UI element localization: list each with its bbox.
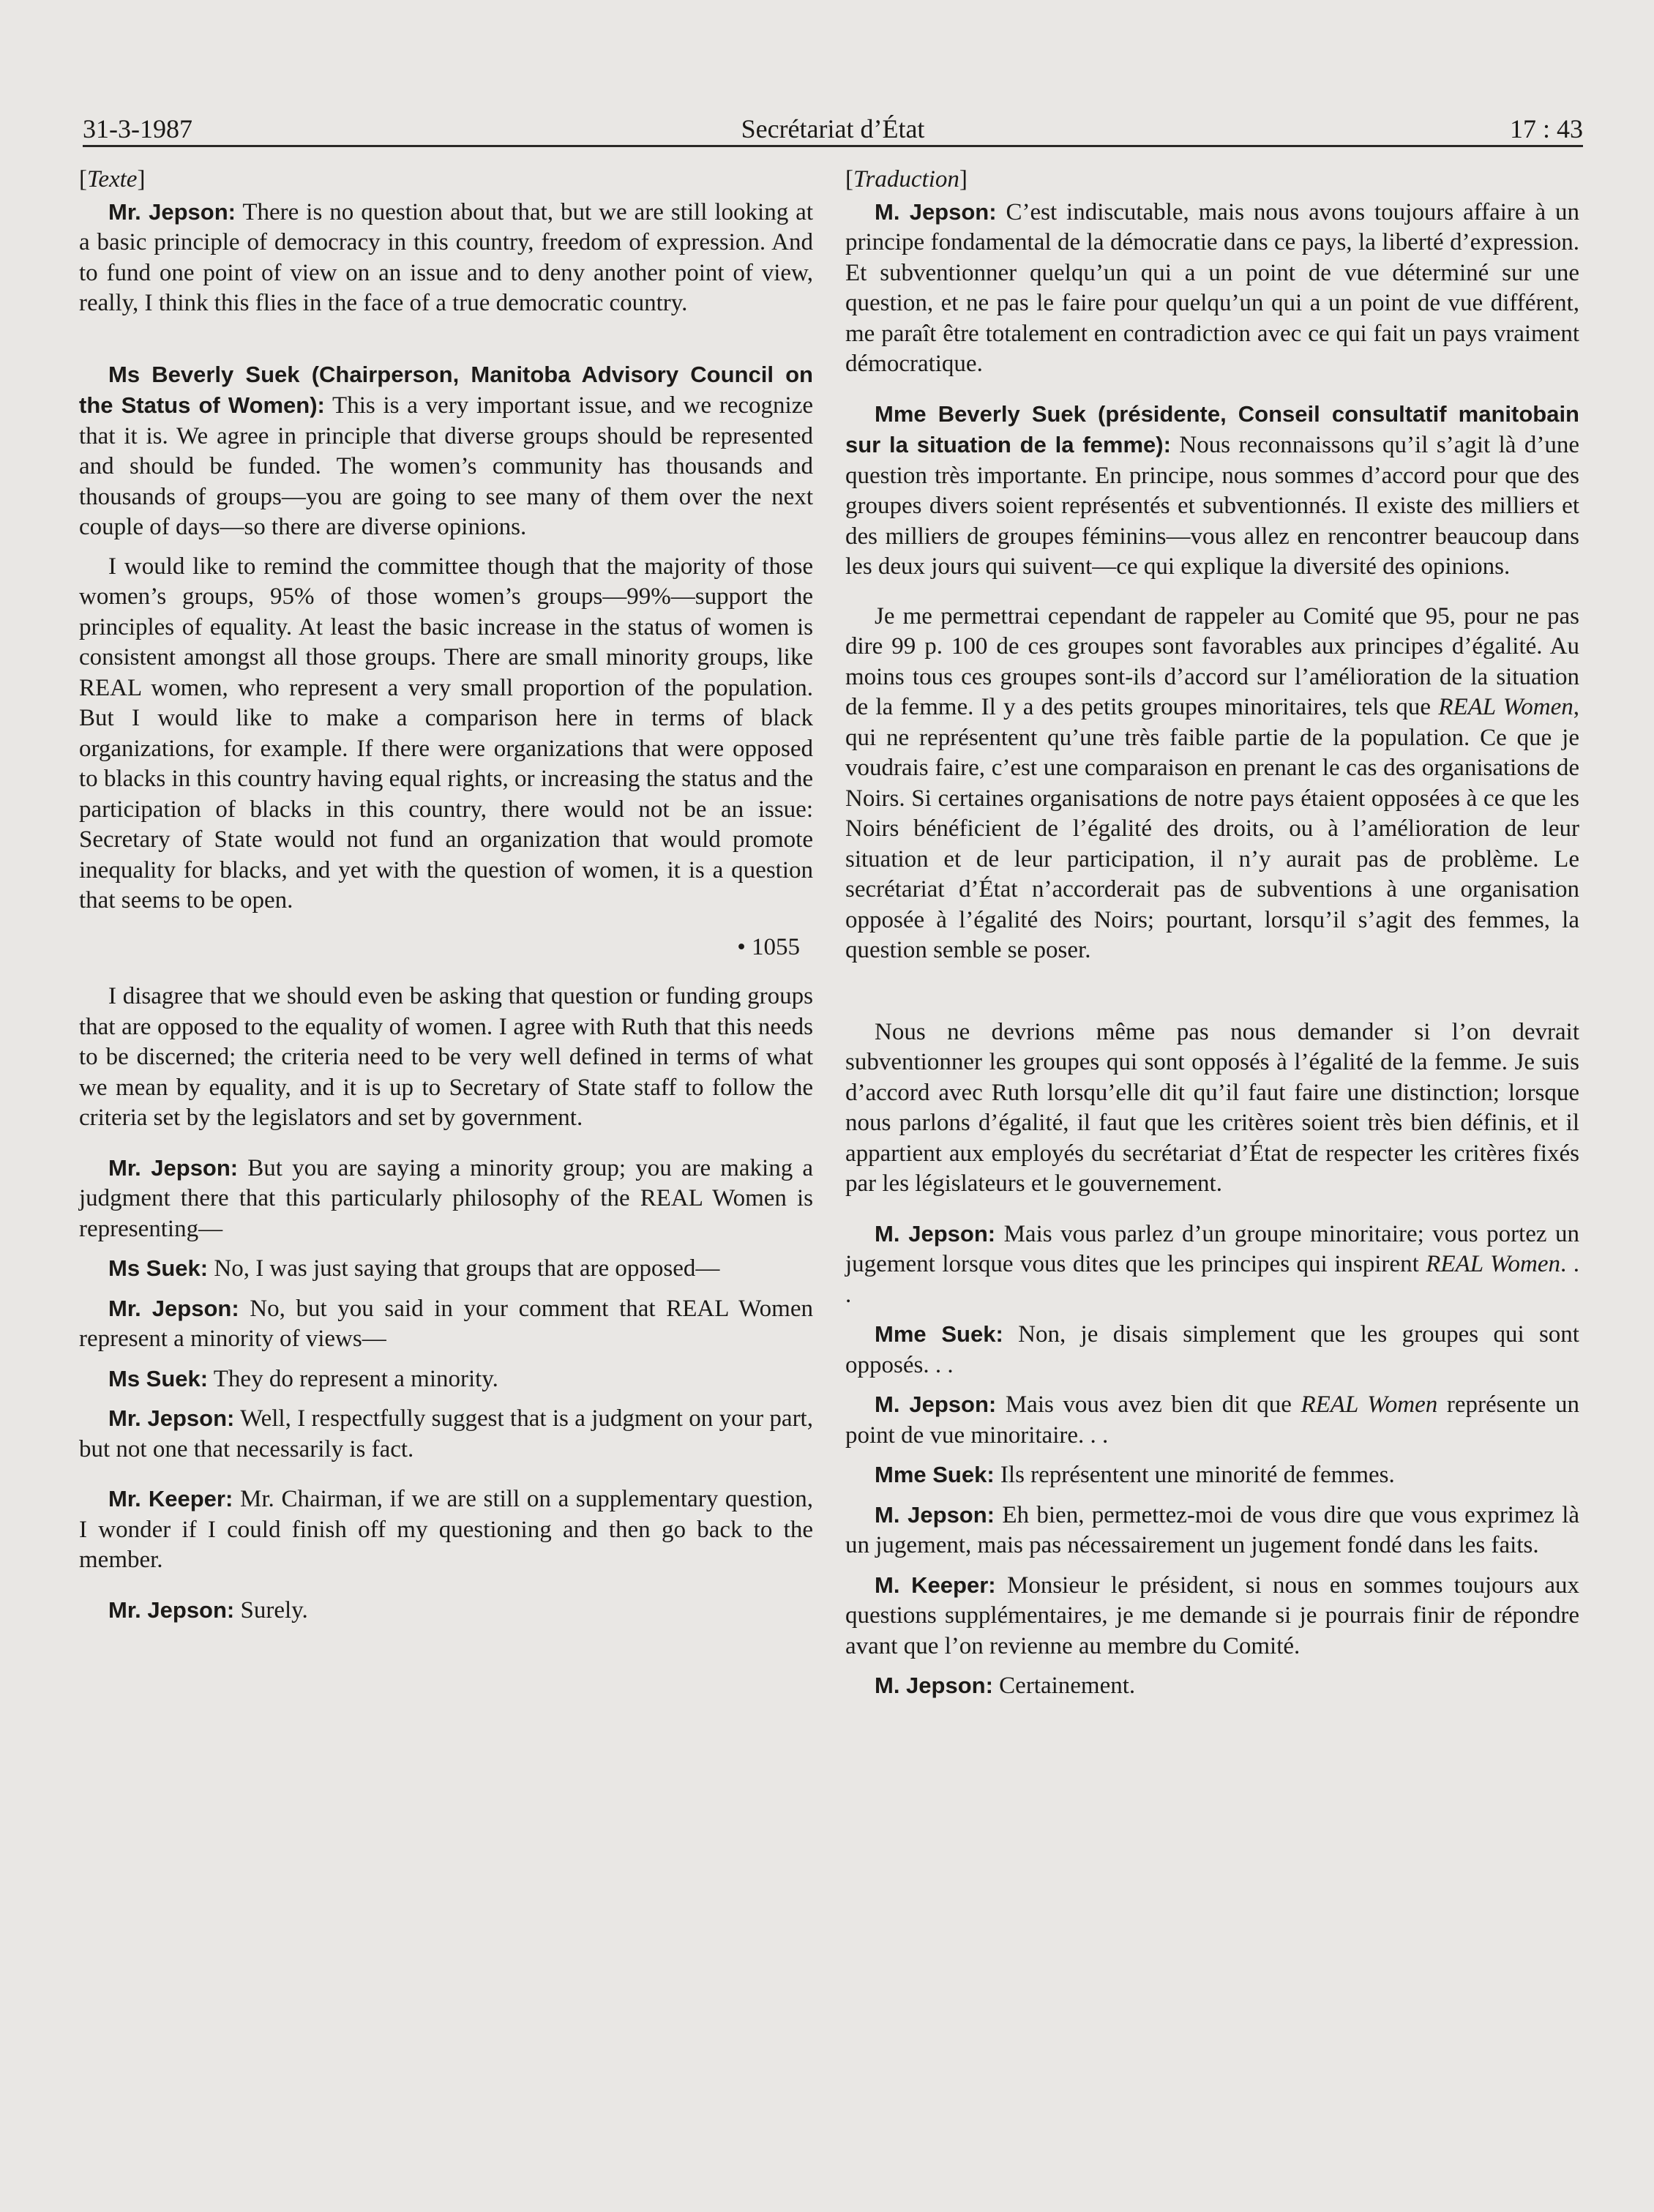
emphasis: REAL Women (1438, 694, 1573, 720)
speech-text: . . . (845, 1251, 1579, 1308)
speech-text: Non, je disais simplement que les groupes qui sont opposés. . . (845, 1321, 1579, 1378)
speech-text: Monsieur le président, si nous en sommes toujours aux questions supplémentaires, je me demande si je pourrais finir de répondre avant que l’on revienne au membre du Comité. (845, 1572, 1579, 1659)
speech-text: They do represent a minority. (208, 1365, 498, 1392)
paragraph (79, 1153, 813, 1245)
speech-text: Eh bien, permettez-moi de vous dire que vous exprimez là un jugement, mais pas nécessairement un jugement fondé dans les faits. (845, 1501, 1580, 1558)
running-header (83, 110, 1583, 148)
french-tag-text: Traduction (853, 166, 959, 193)
paragraph (845, 1500, 1579, 1561)
speaker-name: M. Jepson: (875, 198, 997, 225)
speaker-name: M. Jepson: (875, 1673, 993, 1698)
french-tag: [Traduction] (845, 166, 968, 193)
paragraph (845, 1570, 1579, 1662)
speech-text: There is no question about that, but we are still looking at a basic principle of democracy in this country, freedom of expression. And to fund one point of view on an issue and to deny another point of view, really, I think this flies in the face of a true democratic country. (79, 198, 813, 316)
speech-text: But you are saying a minority group; you are making a judgment there that this particularly philosophy of the REAL Women is representing— (79, 1154, 813, 1242)
paragraph (845, 197, 1579, 380)
paragraph (79, 359, 813, 543)
speaker-name: Mme Suek: (875, 1321, 1003, 1347)
paragraph (79, 1403, 813, 1465)
speech-text: , qui ne représentent qu’une très faible partie de la population. Ce que je voudrais faire, c’est une comparaison en prenant le cas des organisations de Noirs. Si certaines organisations de notre pays étaient opposées à ce que les Noirs bénéficient de l’égalité des droits, ou à l’amélioration de leur situation et de leur participation, il n’y aurait pas de problème. Le secrétariat d’État n’accorderait pas de subventions à une organisation opposée à l’égalité des Noirs; pourtant, lorsqu’il s’agit des femmes, la question semble se poser. (845, 694, 1580, 963)
speaker-name: Mr. Jepson: (108, 1295, 239, 1321)
speech-text: No, I was just saying that groups that are opposed— (208, 1255, 720, 1282)
speech-text: Mr. Chairman, if we are still on a supplementary question, I wonder if I could finish off my questioning and then go back to the member. (79, 1486, 813, 1573)
speech-text: Mais vous avez bien dit que (996, 1391, 1301, 1418)
paragraph: Nous ne devrions même pas nous demander si l’on devrait subventionner les groupes qui sont opposés à l’égalité de la femme. Je suis d’accord avec Ruth lorsqu’elle dit qu’il faut faire une distinction; lorsque nous parlons d’égalité, il faut que les critères soient très bien définis, et il appartient aux employés du secrétariat d’État de respecter les critères fixés par les législateurs et le gouvernement. (845, 1018, 1579, 1197)
speaker-name: M. Jepson: (875, 1391, 997, 1417)
english-tag: [Texte] (79, 166, 146, 193)
timestamp: • 1055 (737, 933, 800, 960)
paragraph (79, 1595, 813, 1626)
timestamp-spacer (845, 966, 1579, 1009)
paragraph (79, 1253, 813, 1285)
paragraph (79, 1293, 813, 1355)
speech-text: C’est indiscutable, mais nous avons toujours affaire à un principe fondamental de la démocratie dans ce pays, la liberté d’expression. Et subventionner quelqu’un qui a un point de vue déterminé sur une question, et ne pas le faire pour quelqu’un qui a un point de vue différent, me paraît être totalement en contradiction avec ce qui fait un pays vraiment démocratique. (845, 198, 1579, 377)
paragraph (845, 399, 1579, 583)
french-column (845, 165, 1579, 1702)
speech-text: Surely. (234, 1596, 308, 1623)
speech-text: Certainement. (992, 1673, 1136, 1699)
speaker-name: Mr. Jepson: (108, 1596, 235, 1623)
speech-text: Ils représentent une minorité de femmes. (994, 1462, 1395, 1488)
english-column (79, 165, 813, 1626)
paragraph (845, 1460, 1579, 1491)
speech-text: No, but you said in your comment that REAL Women represent a minority of views— (79, 1295, 813, 1352)
speaker-name: Mr. Jepson: (108, 1405, 235, 1431)
speaker-name: Mr. Keeper: (108, 1486, 233, 1512)
speaker-name: Mme Suek: (875, 1462, 995, 1487)
paragraph (79, 197, 813, 319)
header-rule (83, 145, 1583, 147)
paragraph (79, 1364, 813, 1395)
speech-text: Mais vous parlez d’un groupe minoritaire; vous portez un jugement lorsque vous dites que les principes qui inspirent (845, 1220, 1579, 1277)
speech-text: Well, I respectfully suggest that is a judgment on your part, but not one that necessarily is fact. (79, 1405, 813, 1462)
english-tag-text: Texte (87, 166, 138, 193)
speaker-name: Mr. Jepson: (108, 1154, 239, 1181)
emphasis: REAL Women (1301, 1391, 1438, 1418)
header-date: 31-3-1987 (83, 114, 192, 143)
emphasis: REAL Women (1426, 1251, 1560, 1277)
paragraph (845, 1219, 1579, 1311)
speech-text: Je me permettrai cependant de rappeler au Comité que 95, pour ne pas dire 99 p. 100 de ces groupes sont favorables aux principes d’égalité. Au moins tous ces groupes sont-ils d’accord sur l’amélioration de la situation de la femme. Il y a des petits groupes minoritaires, tels que (845, 602, 1579, 720)
paragraph (845, 1389, 1579, 1451)
speaker-name: M. Keeper: (875, 1572, 996, 1598)
paragraph: I would like to remind the committee though that the majority of those women’s groups, 95% of those women’s groups—99%—support the principles of equality. At least the basic increase in the status of women is consistent amongst all those groups. There are small minority groups, like REAL women, who represent a very small proportion of the population. But I would like to make a comparison here in terms of black organizations, for example. If there were organizations that were opposed to blacks in this country having equal rights, or increasing the status and the participation of blacks in this country, there would not be an issue: Secretary of State would not fund an organization that would promote inequality for blacks, and yet with the question of women, it is a question that seems to be open. (79, 553, 813, 913)
speech-text: Nous reconnaissons qu’il s’agit là d’une question très importante. En principe, nous sommes d’accord pour que des groupes divers soient représentés et subventionnés. Il existe des milliers et des milliers de groupes féminins—vous allez en rencontrer beaucoup dans les deux jours qui suivent—ce qui explique la diversité des opinions. (845, 432, 1579, 580)
speaker-name: Mr. Jepson: (108, 198, 236, 225)
paragraph (845, 602, 1579, 966)
speaker-name: M. Jepson: (875, 1220, 996, 1247)
speaker-name: Ms Suek: (108, 1255, 209, 1281)
paragraph: I disagree that we should even be asking that question or funding groups that are opposed to the equality of women. I agree with Ruth that this needs to be discerned; the criteria need to be very well defined in terms of what we mean by equality, and it is up to Secretary of State staff to follow the criteria set by the legislators and set by government. (79, 983, 813, 1131)
speech-text: This is a very important issue, and we recognize that it is. We agree in principle that diverse groups should be represented and should be funded. The women’s community has thousands and thousands of groups—you are going to see many of them over the next couple of days—so there are diverse opinions. (79, 392, 813, 540)
speaker-name: Mme Beverly Suek (présidente, Conseil consultatif manitobain sur la situation de la femme): (845, 400, 1579, 457)
paragraph (845, 1670, 1579, 1702)
paragraph (79, 1484, 813, 1576)
speaker-name: Ms Suek: (108, 1365, 209, 1391)
speaker-name: M. Jepson: (875, 1501, 995, 1528)
header-title: Secrétariat d’État (741, 114, 925, 143)
speaker-name: Ms Beverly Suek (Chairperson, Manitoba Advisory Council on the Status of Women): (79, 361, 813, 418)
speech-text: représente un point de vue minoritaire. . . (845, 1391, 1580, 1449)
header-page-number: 17 : 43 (1509, 114, 1583, 143)
paragraph (845, 1319, 1579, 1380)
